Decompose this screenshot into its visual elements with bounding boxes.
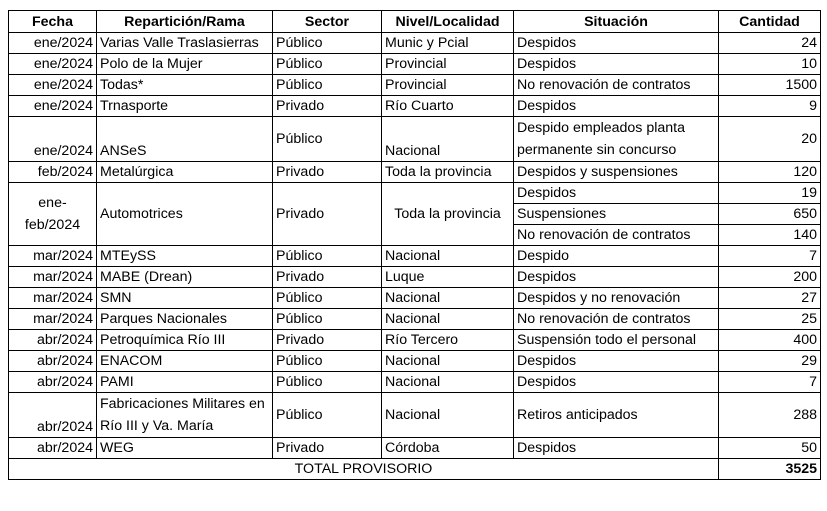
header-fecha: Fecha: [9, 11, 97, 33]
cell-situacion: Retiros anticipados: [514, 393, 719, 438]
table-row: [9, 162, 821, 183]
cell-situacion: Despidos y suspensiones: [514, 162, 719, 183]
cell-sector: Público: [273, 372, 382, 393]
cell-cantidad: 9: [719, 96, 821, 117]
cell-sector: Privado: [273, 96, 382, 117]
cell-reparticion: Fabricaciones Militares en Río III y Va. María: [97, 393, 273, 438]
cell-cantidad: 120: [719, 162, 821, 183]
cell-fecha: ene/2024: [9, 33, 97, 54]
total-value: 3525: [719, 459, 821, 480]
cell-reparticion: Petroquímica Río III: [97, 330, 273, 351]
cell-situacion: Despidos: [514, 438, 719, 459]
cell-reparticion: PAMI: [97, 372, 273, 393]
cell-nivel: Córdoba: [382, 438, 514, 459]
cell-cantidad: 140: [719, 225, 821, 246]
cell-situacion: Despidos y no renovación: [514, 288, 719, 309]
cell-nivel: Toda la provincia: [382, 162, 514, 183]
cell-cantidad: 288: [719, 393, 821, 438]
cell-fecha: ene/2024: [9, 54, 97, 75]
cell-fecha: feb/2024: [9, 162, 97, 183]
cell-nivel: Nacional: [382, 117, 514, 162]
cell-sector: Público: [273, 351, 382, 372]
cell-cantidad: 400: [719, 330, 821, 351]
cell-reparticion: Polo de la Mujer: [97, 54, 273, 75]
cell-reparticion: ENACOM: [97, 351, 273, 372]
cell-sector: Privado: [273, 162, 382, 183]
cell-sector: Público: [273, 117, 382, 162]
cell-reparticion: Automotrices: [97, 183, 273, 246]
cell-situacion: Despido: [514, 246, 719, 267]
cell-cantidad: 20: [719, 117, 821, 162]
cell-cantidad: 25: [719, 309, 821, 330]
cell-nivel: Río Tercero: [382, 330, 514, 351]
cell-sector: Público: [273, 54, 382, 75]
cell-reparticion: MTEySS: [97, 246, 273, 267]
header-nivel: Nivel/Localidad: [382, 11, 514, 33]
cell-fecha: ene-feb/2024: [9, 183, 97, 246]
cell-cantidad: 19: [719, 183, 821, 204]
cell-sector: Privado: [273, 438, 382, 459]
cell-reparticion: Metalúrgica: [97, 162, 273, 183]
cell-cantidad: 29: [719, 351, 821, 372]
cell-situacion: No renovación de contratos: [514, 225, 719, 246]
cell-fecha: ene/2024: [9, 96, 97, 117]
cell-nivel: Toda la provincia: [382, 183, 514, 246]
cell-situacion: Suspensiones: [514, 204, 719, 225]
cell-fecha: mar/2024: [9, 267, 97, 288]
cell-reparticion: WEG: [97, 438, 273, 459]
cell-nivel: Nacional: [382, 288, 514, 309]
cell-cantidad: 7: [719, 246, 821, 267]
cell-cantidad: 27: [719, 288, 821, 309]
total-label: TOTAL PROVISORIO: [9, 459, 719, 480]
cell-reparticion: Trnasporte: [97, 96, 273, 117]
cell-reparticion: MABE (Drean): [97, 267, 273, 288]
cell-cantidad: 200: [719, 267, 821, 288]
table-row: [9, 330, 821, 351]
header-sector: Sector: [273, 11, 382, 33]
table-row: [9, 246, 821, 267]
cell-fecha: abr/2024: [9, 330, 97, 351]
cell-fecha: abr/2024: [9, 438, 97, 459]
cell-reparticion: Parques Nacionales: [97, 309, 273, 330]
cell-situacion: Despidos: [514, 183, 719, 204]
layoffs-table: [8, 10, 821, 480]
table-row: [9, 351, 821, 372]
header-cantidad: Cantidad: [719, 11, 821, 33]
cell-cantidad: 10: [719, 54, 821, 75]
table-row: [9, 309, 821, 330]
cell-fecha: ene/2024: [9, 75, 97, 96]
cell-cantidad: 50: [719, 438, 821, 459]
cell-fecha: mar/2024: [9, 309, 97, 330]
cell-reparticion: SMN: [97, 288, 273, 309]
cell-situacion: Despidos: [514, 54, 719, 75]
cell-cantidad: 650: [719, 204, 821, 225]
cell-fecha: mar/2024: [9, 246, 97, 267]
table-row: [9, 33, 821, 54]
cell-situacion: Despido empleados planta permanente sin concurso: [514, 117, 719, 162]
cell-nivel: Provincial: [382, 75, 514, 96]
cell-sector: Privado: [273, 267, 382, 288]
cell-nivel: Nacional: [382, 309, 514, 330]
cell-sector: Público: [273, 393, 382, 438]
cell-reparticion: ANSeS: [97, 117, 273, 162]
table-row-automotrices: [9, 183, 821, 204]
cell-cantidad: 1500: [719, 75, 821, 96]
cell-nivel: Provincial: [382, 54, 514, 75]
cell-fecha: abr/2024: [9, 393, 97, 438]
cell-sector: Público: [273, 246, 382, 267]
cell-sector: Público: [273, 33, 382, 54]
cell-reparticion: Varias Valle Traslasierras: [97, 33, 273, 54]
cell-nivel: Munic y Pcial: [382, 33, 514, 54]
header-reparticion: Repartición/Rama: [97, 11, 273, 33]
cell-situacion: Suspensión todo el personal: [514, 330, 719, 351]
table-row: [9, 372, 821, 393]
cell-nivel: Nacional: [382, 372, 514, 393]
cell-fecha: mar/2024: [9, 288, 97, 309]
cell-sector: Privado: [273, 330, 382, 351]
cell-situacion: No renovación de contratos: [514, 75, 719, 96]
header-row: [9, 11, 821, 33]
cell-fecha: abr/2024: [9, 372, 97, 393]
cell-situacion: Despidos: [514, 372, 719, 393]
table-row: [9, 393, 821, 438]
table-row: [9, 438, 821, 459]
table-row: [9, 117, 821, 162]
cell-nivel: Nacional: [382, 393, 514, 438]
cell-situacion: Despidos: [514, 96, 719, 117]
cell-fecha: ene/2024: [9, 117, 97, 162]
cell-situacion: Despidos: [514, 33, 719, 54]
cell-fecha: abr/2024: [9, 351, 97, 372]
table-row: [9, 54, 821, 75]
cell-situacion: Despidos: [514, 267, 719, 288]
cell-nivel: Nacional: [382, 351, 514, 372]
cell-situacion: No renovación de contratos: [514, 309, 719, 330]
cell-cantidad: 24: [719, 33, 821, 54]
cell-cantidad: 7: [719, 372, 821, 393]
cell-reparticion: Todas*: [97, 75, 273, 96]
table-row: [9, 267, 821, 288]
table-row: [9, 288, 821, 309]
cell-nivel: Río Cuarto: [382, 96, 514, 117]
header-situacion: Situación: [514, 11, 719, 33]
cell-sector: Privado: [273, 183, 382, 246]
cell-nivel: Luque: [382, 267, 514, 288]
cell-sector: Público: [273, 309, 382, 330]
cell-nivel: Nacional: [382, 246, 514, 267]
total-row: [9, 459, 821, 480]
cell-sector: Público: [273, 288, 382, 309]
table-row: [9, 96, 821, 117]
cell-situacion: Despidos: [514, 351, 719, 372]
table-row: [9, 75, 821, 96]
cell-sector: Público: [273, 75, 382, 96]
